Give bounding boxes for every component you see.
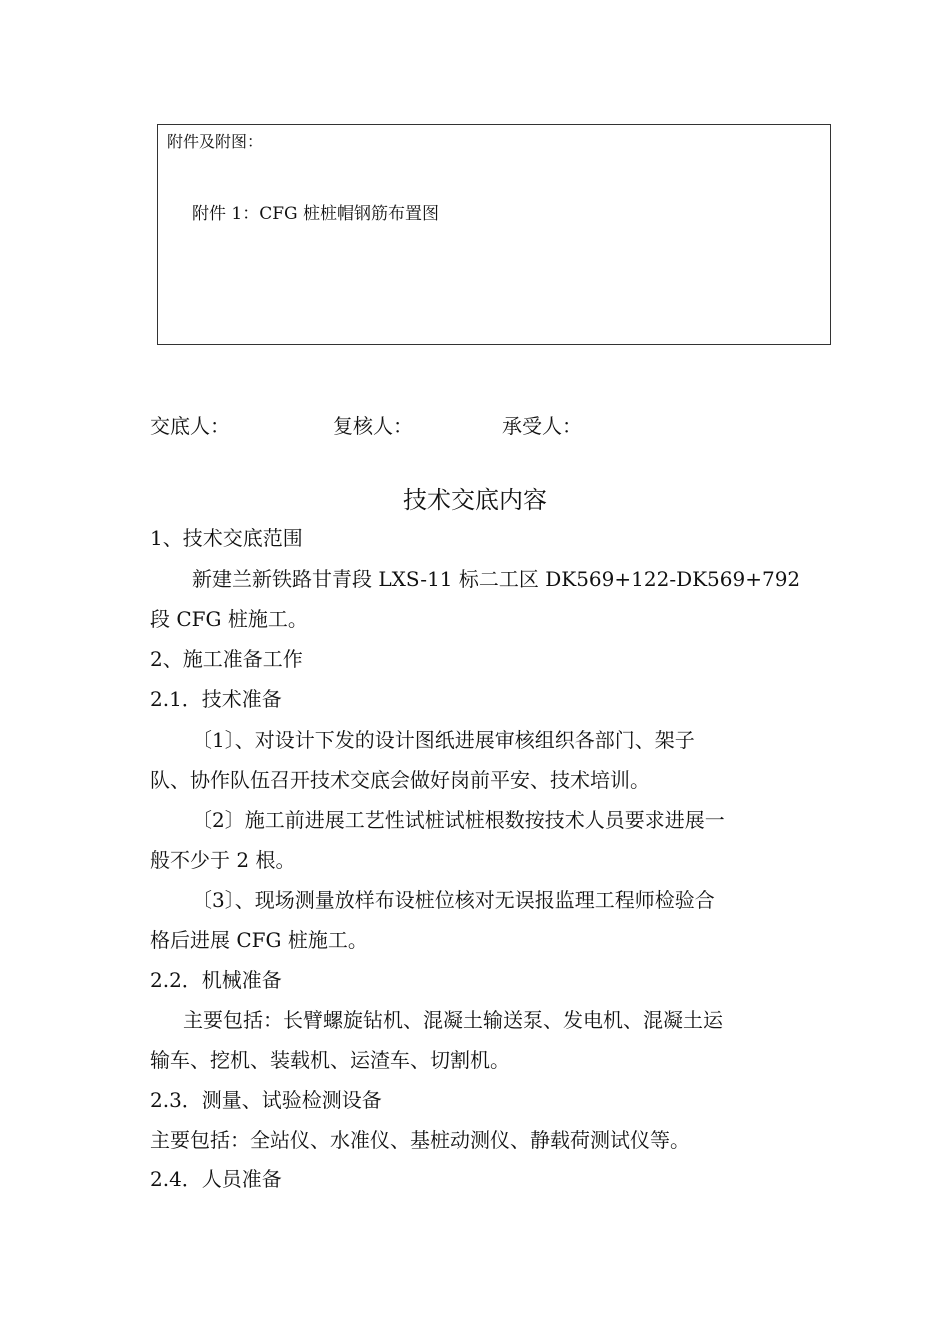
subsection-heading: 2.4．人员准备 bbox=[150, 1167, 282, 1191]
paragraph-line: 主要包括：全站仪、水准仪、基桩动测仪、静载荷测试仪等。 bbox=[150, 1128, 690, 1152]
signature-presenter: 交底人： bbox=[150, 414, 230, 438]
paragraph-line: 队、协作队伍召开技术交底会做好岗前平安、技术培训。 bbox=[150, 768, 650, 792]
subsection-heading: 2.2．机械准备 bbox=[150, 968, 282, 992]
paragraph-line: 新建兰新铁路甘青段 LXS-11 标二工区 DK569+122-DK569+792 bbox=[192, 567, 801, 591]
paragraph-line: 格后进展 CFG 桩施工。 bbox=[150, 928, 368, 952]
signature-receiver: 承受人： bbox=[502, 414, 582, 438]
attachment-item: 附件 1：CFG 桩桩帽钢筋布置图 bbox=[192, 204, 440, 224]
paragraph-line: 〔1〕、对设计下发的设计图纸进展审核组织各部门、架子 bbox=[192, 728, 695, 752]
attachment-title: 附件及附图： bbox=[167, 132, 264, 151]
subsection-heading: 2.3．测量、试验检测设备 bbox=[150, 1088, 382, 1112]
paragraph-line: 般不少于 2 根。 bbox=[150, 848, 296, 872]
section-heading: 1、技术交底范围 bbox=[150, 526, 303, 550]
attachment-box bbox=[157, 124, 831, 345]
paragraph-line: 主要包括：长臂螺旋钻机、混凝土输送泵、发电机、混凝土运 bbox=[183, 1008, 723, 1032]
signature-reviewer: 复核人： bbox=[333, 414, 413, 438]
paragraph-line: 段 CFG 桩施工。 bbox=[150, 607, 308, 631]
paragraph-line: 〔3〕、现场测量放样布设桩位核对无误报监理工程师检验合 bbox=[192, 888, 715, 912]
section-heading: 2、施工准备工作 bbox=[150, 647, 303, 671]
document-title: 技术交底内容 bbox=[403, 486, 547, 514]
paragraph-line: 〔2〕施工前进展工艺性试桩试桩根数按技术人员要求进展一 bbox=[192, 808, 725, 832]
subsection-heading: 2.1．技术准备 bbox=[150, 687, 282, 711]
paragraph-line: 输车、挖机、装载机、运渣车、切割机。 bbox=[150, 1048, 510, 1072]
